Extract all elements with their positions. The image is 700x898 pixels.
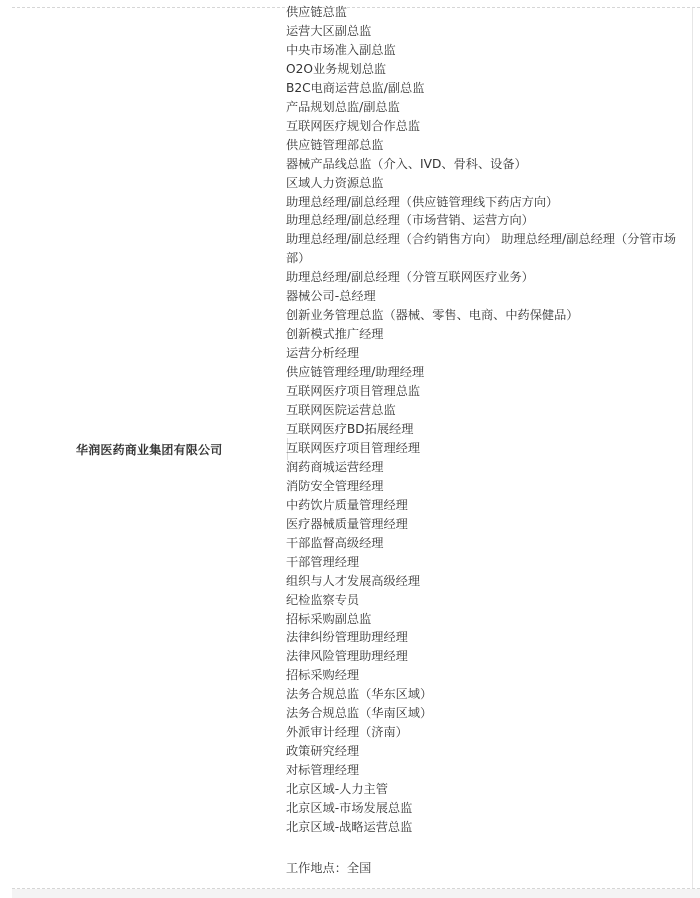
bottom-band xyxy=(12,889,700,898)
position-item: 润药商城运营经理 xyxy=(286,459,384,474)
position-item: 供应链总监 xyxy=(286,5,347,19)
position-item: 助理总经理/副总经理（供应链管理线下药店方向） xyxy=(286,194,559,209)
position-item: 助理总经理/副总经理（市场营销、运营方向） xyxy=(286,213,534,228)
position-item: 法务合规总监（华南区域） xyxy=(286,706,433,721)
position-item: 区域人力资源总监 xyxy=(286,175,384,190)
table-right-border xyxy=(692,8,693,888)
position-item: 器械公司-总经理 xyxy=(286,289,376,304)
position-item: 互联网医疗项目管理经理 xyxy=(286,440,421,455)
position-item: 运营大区副总监 xyxy=(286,23,372,38)
position-item: 消防安全管理经理 xyxy=(286,478,384,493)
company-name: 华润医药商业集团有限公司 xyxy=(76,443,223,457)
position-item: 互联网医疗BD拓展经理 xyxy=(286,421,414,436)
position-item: 供应链管理部总监 xyxy=(286,137,384,152)
position-item: 北京区域-市场发展总监 xyxy=(286,801,413,816)
position-item: 法务合规总监（华东区域） xyxy=(286,687,433,702)
position-item: 北京区域-人力主管 xyxy=(286,782,388,797)
position-item: 助理总经理/副总经理（分管互联网医疗业务） xyxy=(286,270,534,285)
position-item: 对标管理经理 xyxy=(286,763,360,778)
position-item: 产品规划总监/副总监 xyxy=(286,99,400,114)
position-item: 组织与人才发展高级经理 xyxy=(286,573,421,588)
position-item: 医疗器械质量管理经理 xyxy=(286,516,408,531)
position-list xyxy=(286,3,680,837)
position-item: O2O业务规划总监 xyxy=(286,61,387,76)
position-item: 政策研究经理 xyxy=(286,744,360,759)
position-item: 互联网医疗规划合作总监 xyxy=(286,118,421,133)
position-item: 互联网医疗项目管理总监 xyxy=(286,384,421,399)
position-item: 干部管理经理 xyxy=(286,554,360,569)
position-item: 供应链管理经理/助理经理 xyxy=(286,365,425,380)
position-item: 互联网医院运营总监 xyxy=(286,403,396,418)
position-item: 器械产品线总监（介入、IVD、骨科、设备） xyxy=(286,156,527,171)
position-item: 中央市场准入副总监 xyxy=(286,42,396,57)
position-item: 中药饮片质量管理经理 xyxy=(286,497,408,512)
position-item: 助理总经理/副总经理（合约销售方向） 助理总经理/副总经理（分管市场部） xyxy=(286,232,676,266)
position-item: 纪检监察专员 xyxy=(286,592,360,607)
position-item: B2C电商运营总监/副总监 xyxy=(286,80,425,95)
position-item: 运营分析经理 xyxy=(286,346,360,361)
position-item: 法律风险管理助理经理 xyxy=(286,649,408,664)
position-item: 创新业务管理总监（器械、零售、电商、中药保健品） xyxy=(286,308,579,323)
position-item: 创新模式推广经理 xyxy=(286,327,384,342)
position-item: 法律纠纷管理助理经理 xyxy=(286,630,408,645)
work-location: 工作地点：全国 xyxy=(286,861,372,875)
position-item: 招标采购副总监 xyxy=(286,611,372,626)
position-item: 外派审计经理（济南） xyxy=(286,725,408,740)
position-item: 干部监督高级经理 xyxy=(286,535,384,550)
position-item: 北京区域-战略运营总监 xyxy=(286,819,413,834)
position-item: 招标采购经理 xyxy=(286,668,360,683)
